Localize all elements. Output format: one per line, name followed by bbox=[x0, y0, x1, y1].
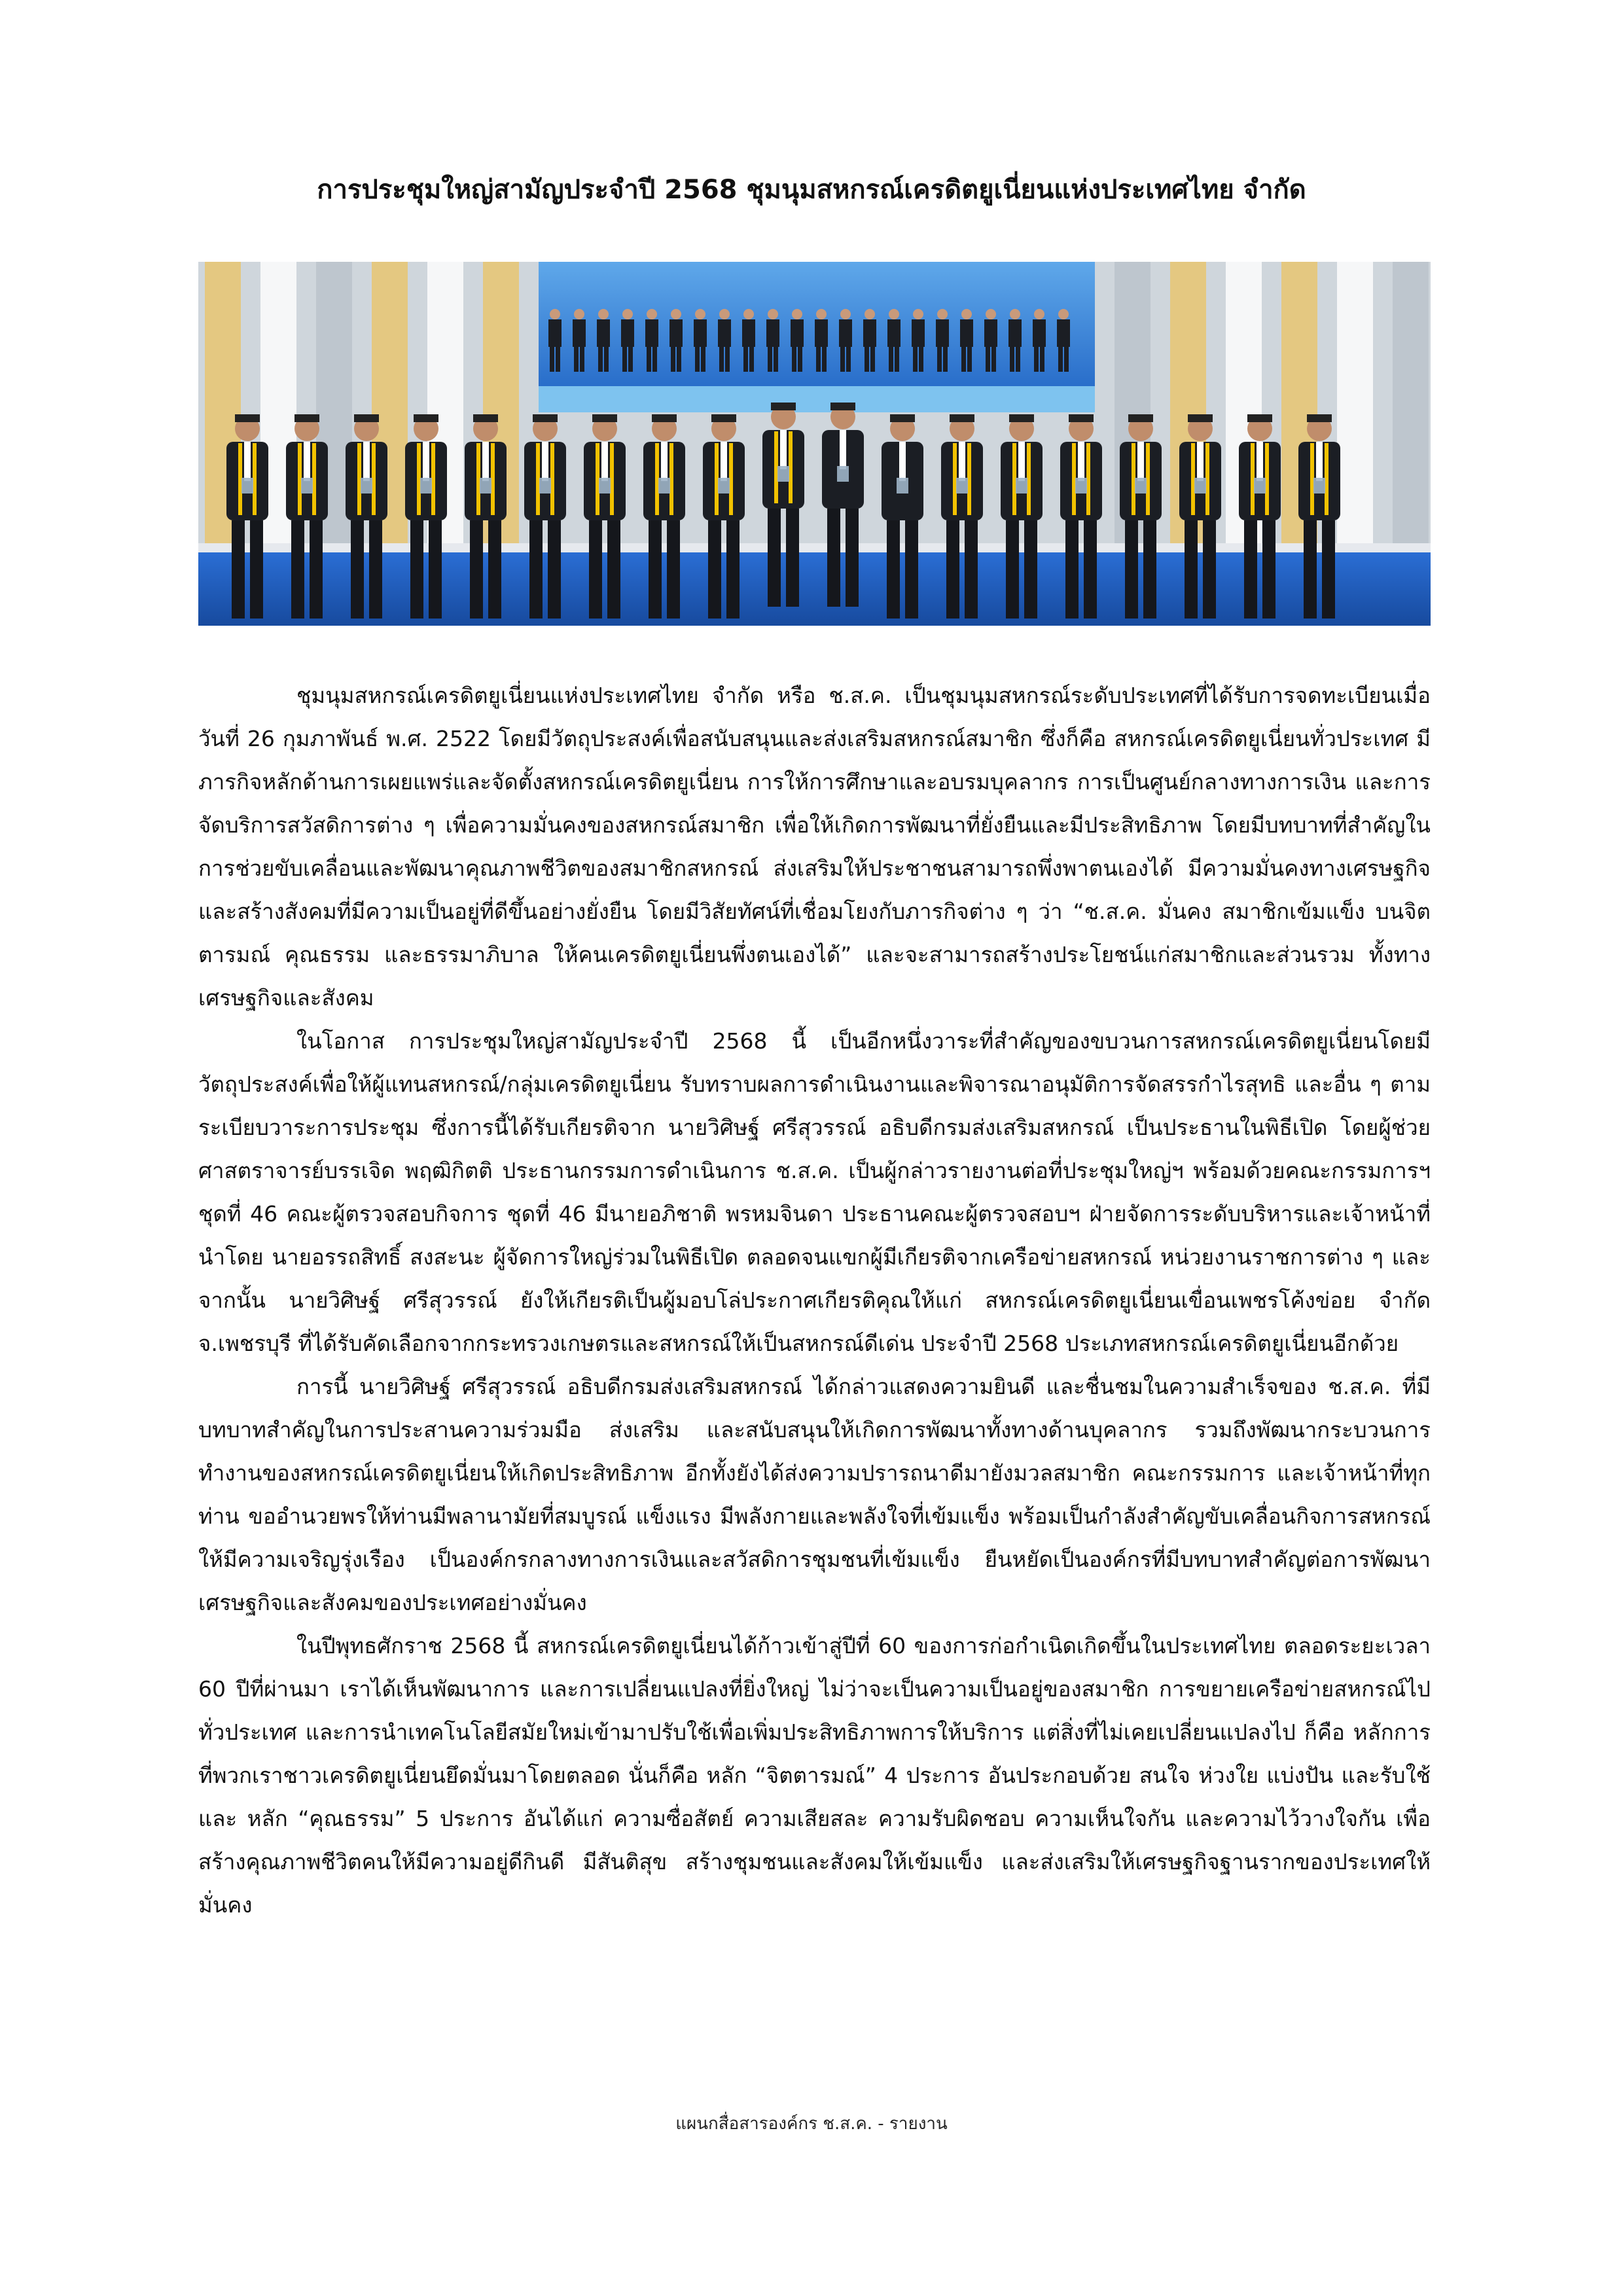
paragraph: ชุมนุมสหกรณ์เครดิตยูเนี่ยนแห่งประเทศไทย จำกัด หรือ ช.ส.ค. เป็นชุมนุมสหกรณ์ระดับประเทศที่ได้รับการจดทะเบียนเมื่อวันที่ 26 กุมภาพันธ์ พ.ศ. 2522 โดยมีวัตถุประสงค์เพื่อสนับสนุนและส่งเสริมสหกรณ์สมาชิก ซึ่งก็คือ สหกรณ์เครดิตยูเนี่ยนทั่วประเทศ มีภารกิจหลักด้านการเผยแพร่และจัดตั้งสหกรณ์เครดิตยูเนี่ยน การให้การศึกษาและอบรมบุคลากร การเป็นศูนย์กลางทางการเงิน และการจัดบริการสวัสดิการต่าง ๆ เพื่อความมั่นคงของสหกรณ์สมาชิก เพื่อให้เกิดการพัฒนาที่ยั่งยืนและมีประสิทธิภาพ โดยมีบทบาทที่สำคัญในการช่วยขับเคลื่อนและพัฒนาคุณภาพชีวิตของสมาชิกสหกรณ์ ส่งเสริมให้ประชาชนสามารถพึ่งพาตนเองได้ มีความมั่นคงทางเศรษฐกิจ และสร้างสังคมที่มีความเป็นอยู่ที่ดีขึ้นอย่างยั่งยืน โดยมีวิสัยทัศน์ที่เชื่อมโยงกับภารกิจต่าง ๆ ว่า “ช.ส.ค. มั่นคง สมาชิกเข้มแข็ง บนจิตตารมณ์ คุณธรรม และธรรมาภิบาล ให้คนเครดิตยูเนี่ยนพึ่งตนเองได้” และจะสามารถสร้างประโยชน์แก่สมาชิกและส่วนรวม ทั้งทางเศรษฐกิจและสังคม bbox=[198, 683, 1431, 1011]
document-title: การประชุมใหญ่สามัญประจำปี 2568 ชุมนุมสหกรณ์เครดิตยูเนี่ยนแห่งประเทศไทย จำกัด bbox=[317, 175, 1306, 205]
paragraph: ในปีพุทธศักราช 2568 นี้ สหกรณ์เครดิตยูเนี่ยนได้ก้าวเข้าสู่ปีที่ 60 ของการก่อกำเนิดเกิดขึ้นในประเทศไทย ตลอดระยะเวลา 60 ปีที่ผ่านมา เราได้เห็นพัฒนาการ และการเปลี่ยนแปลงที่ยิ่งใหญ่ ไม่ว่าจะเป็นความเป็นอยู่ของสมาชิก การขยายเครือข่ายสหกรณ์ไปทั่วประเทศ และการนำเทคโนโลยีสมัยใหม่เข้ามาปรับใช้เพื่อเพิ่มประสิทธิภาพการให้บริการ แต่สิ่งที่ไม่เคยเปลี่ยนแปลงไป ก็คือ หลักการที่พวกเราชาวเครดิตยูเนี่ยนยึดมั่นมาโดยตลอด นั่นก็คือ หลัก “จิตตารมณ์” 4 ประการ อันประกอบด้วย สนใจ ห่วงใย แบ่งปัน และรับใช้ และ หลัก “คุณธรรม” 5 ประการ อันได้แก่ ความซื่อสัตย์ ความเสียสละ ความรับผิดชอบ ความเห็นใจกัน และความไว้วางใจกัน เพื่อสร้างคุณภาพชีวิตคนให้มีความอยู่ดีกินดี มีสันติสุข สร้างชุมชนและสังคมให้เข้มแข็ง และส่งเสริมให้เศรษฐกิจฐานรากของประเทศให้มั่นคง bbox=[198, 1633, 1431, 1918]
paragraph: การนี้ นายวิศิษฐ์ ศรีสุวรรณ์ อธิบดีกรมส่งเสริมสหกรณ์ ได้กล่าวแสดงความยินดี และชื่นชมในความสำเร็จของ ช.ส.ค. ที่มีบทบาทสำคัญในการประสานความร่วมมือ ส่งเสริม และสนับสนุนให้เกิดการพัฒนาทั้งทางด้านบุคลากร รวมถึงพัฒนากระบวนการทำงานของสหกรณ์เครดิตยูเนี่ยนให้เกิดประสิทธิภาพ อีกทั้งยังได้ส่งความปรารถนาดีมายังมวลสมาชิก คณะกรรมการ และเจ้าหน้าที่ทุกท่าน ขออำนวยพรให้ท่านมีพลานามัยที่สมบูรณ์ แข็งแรง มีพลังกายและพลังใจที่เข้มแข็ง พร้อมเป็นกำลังสำคัญขับเคลื่อนกิจการสหกรณ์ให้มีความเจริญรุ่งเรือง เป็นองค์กรกลางทางการเงินและสวัสดิการชุมชนที่เข้มแข็ง ยืนหยัดเป็นองค์กรที่มีบทบาทสำคัญต่อการพัฒนาเศรษฐกิจและสังคมของประเทศอย่างมั่นคง bbox=[198, 1374, 1431, 1615]
group-photo bbox=[198, 262, 1431, 626]
paragraph: ในโอกาส การประชุมใหญ่สามัญประจำปี 2568 นี้ เป็นอีกหนึ่งวาระที่สำคัญของขบวนการสหกรณ์เครดิตยูเนี่ยนโดยมีวัตถุประสงค์เพื่อให้ผู้แทนสหกรณ์/กลุ่มเครดิตยูเนี่ยน รับทราบผลการดำเนินงานและพิจารณาอนุมัติการจัดสรรกำไรสุทธิ และอื่น ๆ ตามระเบียบวาระการประชุม ซึ่งการนี้ได้รับเกียรติจาก นายวิศิษฐ์ ศรีสุวรรณ์ อธิบดีกรมส่งเสริมสหกรณ์ เป็นประธานในพิธีเปิด โดยผู้ช่วยศาสตราจารย์บรรเจิด พฤฒิกิตติ ประธานกรรมการดำเนินการ ช.ส.ค. เป็นผู้กล่าวรายงานต่อที่ประชุมใหญ่ฯ พร้อมด้วยคณะกรรมการฯ ชุดที่ 46 คณะผู้ตรวจสอบกิจการ ชุดที่ 46 มีนายอภิชาติ พรหมจินดา ประธานคณะผู้ตรวจสอบฯ ฝ่ายจัดการระดับบริหารและเจ้าหน้าที่ นำโดย นายอรรถสิทธิ์ สงสะนะ ผู้จัดการใหญ่ร่วมในพิธีเปิด ตลอดจนแขกผู้มีเกียรติจากเครือข่ายสหกรณ์ หน่วยงานราชการต่าง ๆ และจากนั้น นายวิศิษฐ์ ศรีสุวรรณ์ ยังให้เกียรติเป็นผู้มอบโล่ประกาศเกียรติคุณให้แก่ สหกรณ์เครดิตยูเนี่ยนเขื่อนเพชรโค้งข่อย จำกัด จ.เพชรบุรี ที่ได้รับคัดเลือกจากกระทรวงเกษตรและสหกรณ์ให้เป็นสหกรณ์ดีเด่น ประจำปี 2568 ประเภทสหกรณ์เครดิตยูเนี่ยนอีกด้วย bbox=[198, 1028, 1431, 1356]
footer-credit: แผนกสื่อสารองค์กร ช.ส.ค. - รายงาน bbox=[675, 2114, 948, 2134]
article-body bbox=[198, 674, 1431, 1927]
